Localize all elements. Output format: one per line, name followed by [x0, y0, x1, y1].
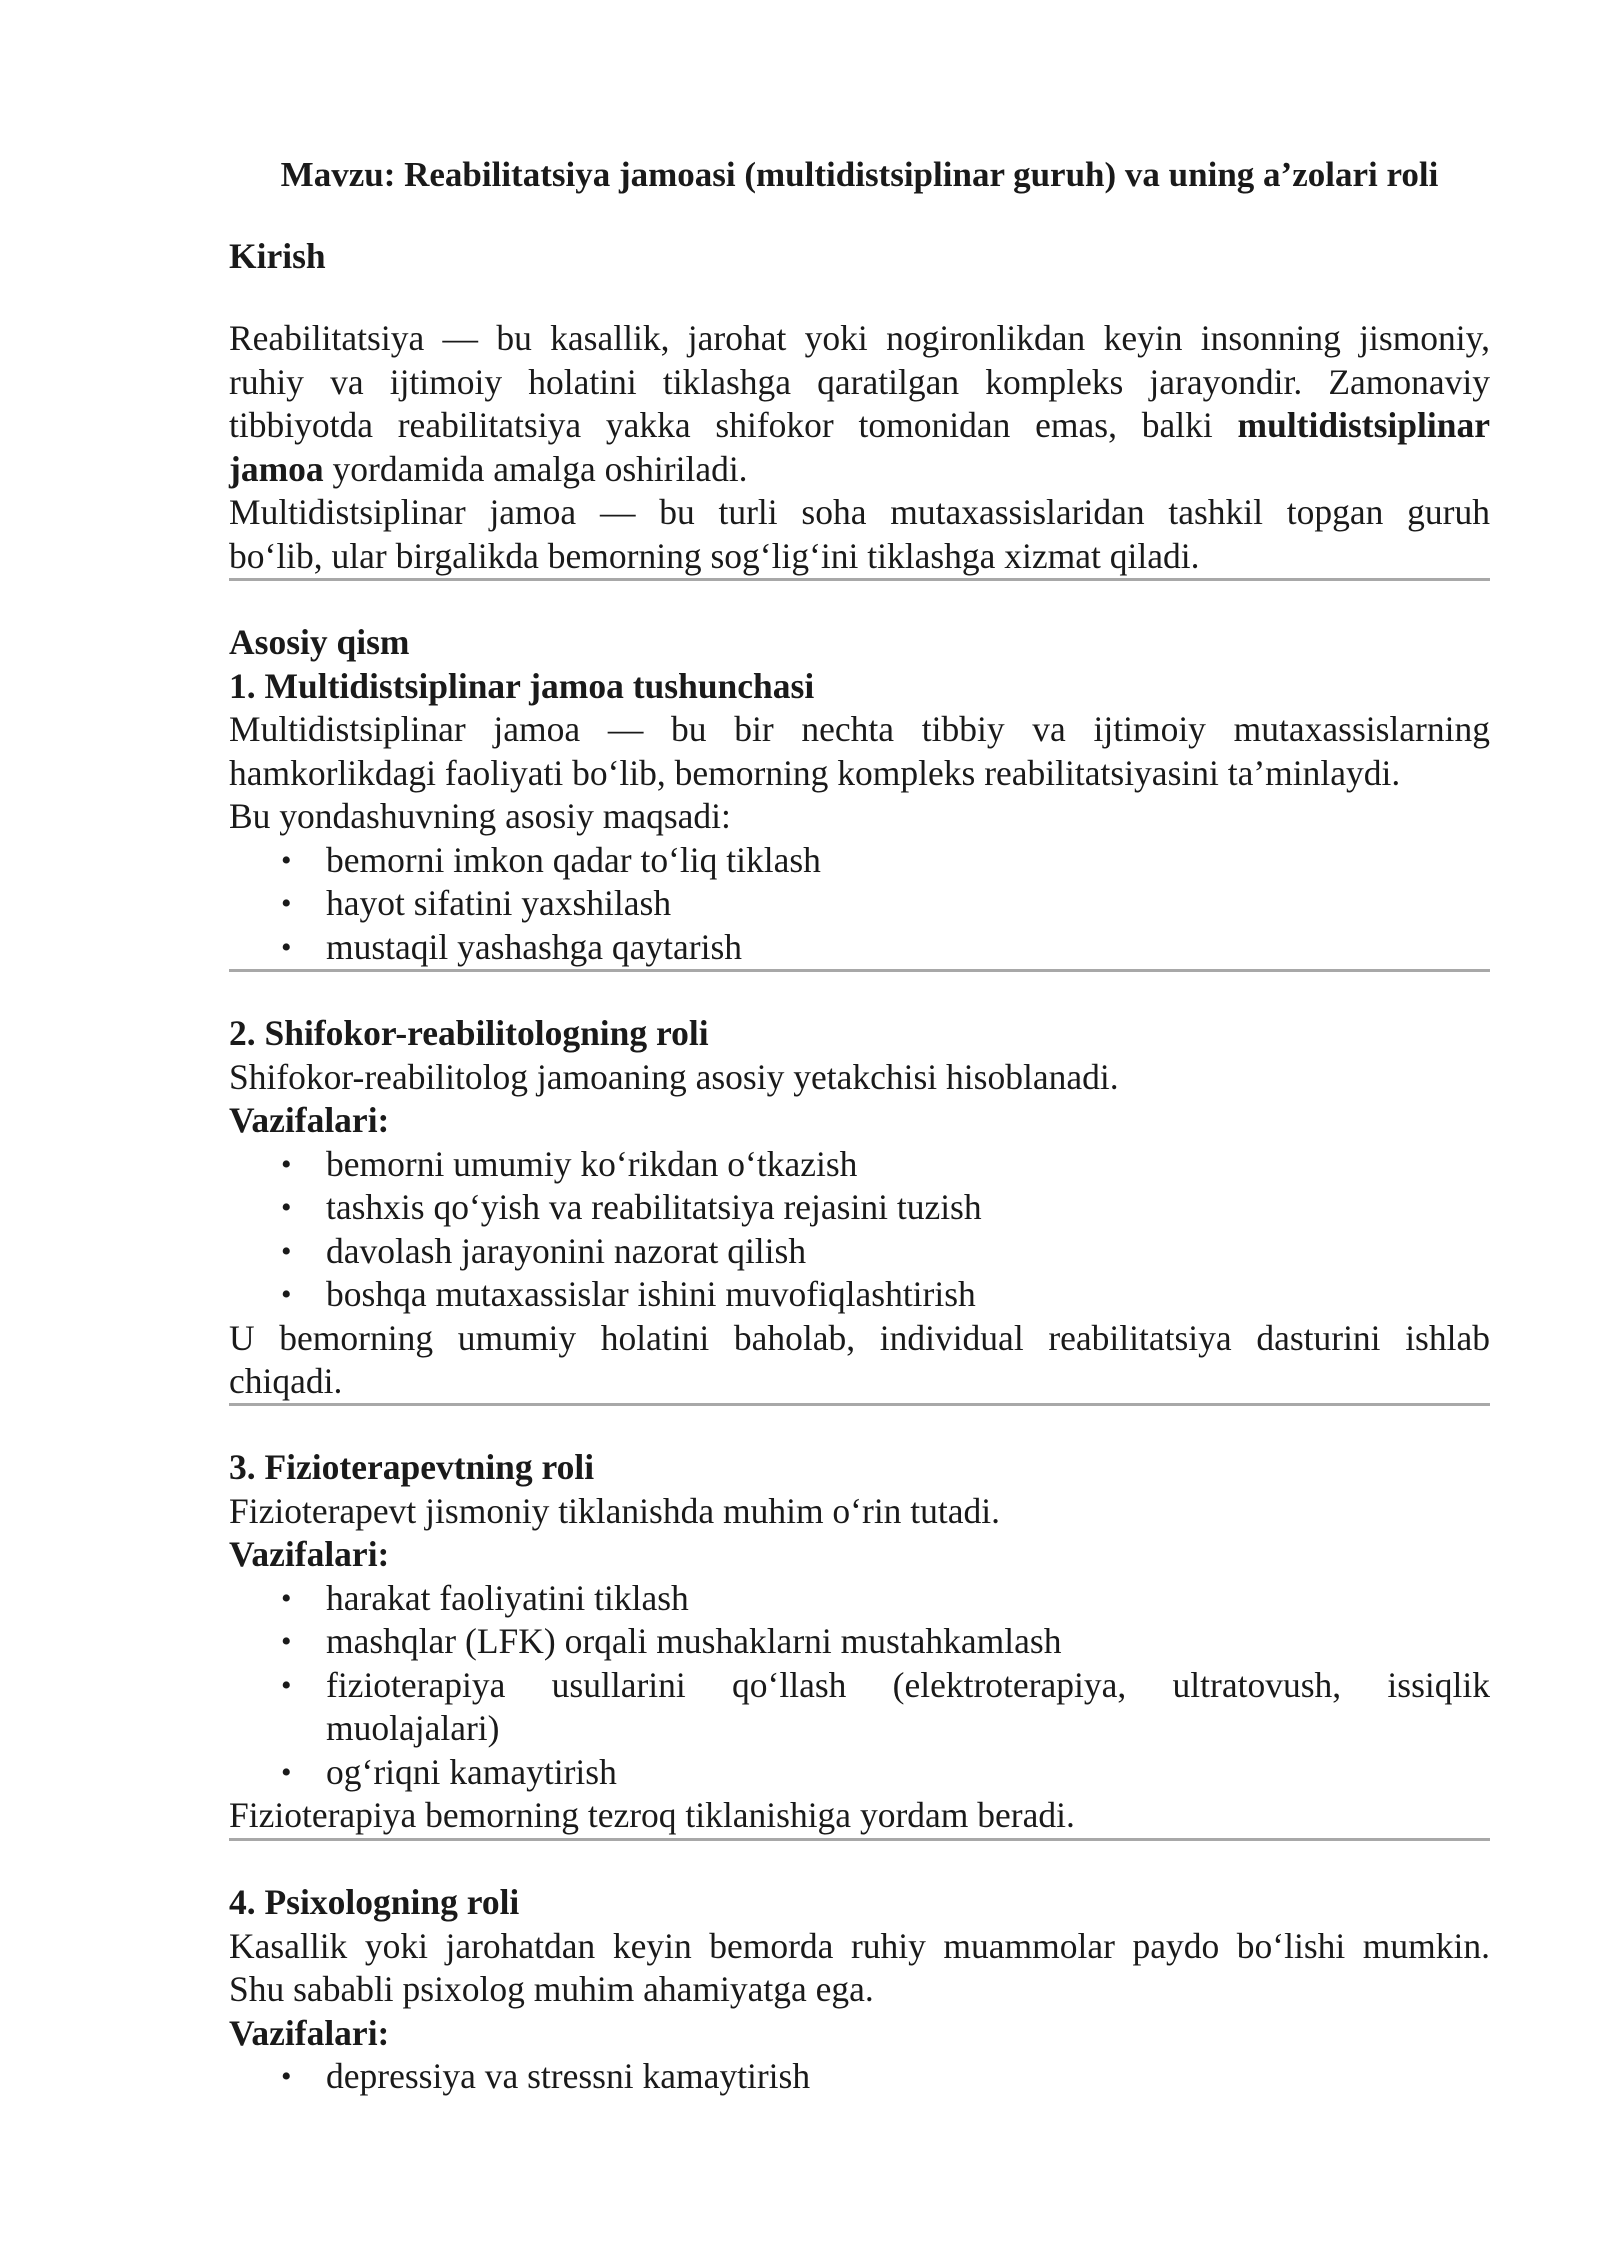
bullet-icon: •	[281, 1234, 292, 1268]
text-line: Fizioterapevt jismoniy tiklanishda muhim o‘rin tutadi.	[229, 1490, 1001, 1531]
section-divider	[229, 578, 1490, 581]
text-span: tibbiyotda reabilitatsiya yakka shifokor tomonidan emas, balki	[229, 405, 1213, 445]
bullet-icon: •	[281, 1625, 292, 1658]
list-item-text: bemorni umumiy ko‘rikdan o‘tkazish	[326, 1143, 858, 1184]
text-line: Shifokor-reabilitolog jamoaning asosiy yetakchisi hisoblanadi.	[229, 1056, 1119, 1097]
list-item-text: mashqlar (LFK) orqali mushaklarni mustahkamlash	[326, 1621, 1062, 1661]
list-item	[229, 1751, 1490, 1795]
text-line: Bu yondashuvning asosiy maqsadi:	[229, 796, 731, 836]
text-line: Fizioterapiya bemorning tezroq tiklanishiga yordam beradi.	[229, 1795, 1075, 1835]
text-line: Kasallik yoki jarohatdan keyin bemorda ruhiy muammolar paydo bo‘lishi mumkin.	[229, 1925, 1490, 1966]
heading-intro: Kirish	[229, 236, 326, 276]
list-item-text: hayot sifatini yaxshilash	[326, 883, 672, 923]
list-item-text: harakat faoliyatini tiklash	[326, 1577, 689, 1618]
document-title: Mavzu: Reabilitatsiya jamoasi (multidistsiplinar guruh) va uning a’zolari roli	[280, 155, 1439, 194]
list-item	[229, 1143, 1490, 1187]
intro-paragraph-2	[229, 491, 1490, 578]
list-item	[229, 2055, 1490, 2099]
section-1	[229, 621, 1490, 969]
bullet-icon: •	[281, 1581, 292, 1615]
text-line: Multidistsiplinar jamoa — bu turli soha mutaxassislaridan tashkil topgan guruh	[229, 492, 1490, 532]
tasks-label: Vazifalari:	[229, 2012, 390, 2053]
intro-paragraph-1	[229, 317, 1490, 491]
bullet-icon: •	[281, 1668, 292, 1702]
tasks-label: Vazifalari:	[229, 1100, 390, 1140]
text-line	[229, 404, 1490, 448]
text-line: hamkorlikdagi faoliyati bo‘lib, bemorning kompleks reabilitatsiyasini ta’minlaydi.	[229, 752, 1401, 793]
list-item	[229, 839, 1490, 883]
text-line: Reabilitatsiya — bu kasallik, jarohat yoki nogironlikdan keyin insonning jismoniy,	[229, 318, 1490, 358]
heading-section-3: 3. Fizioterapevtning roli	[229, 1447, 595, 1487]
list-item-text: depressiya va stressni kamaytirish	[326, 2056, 811, 2096]
bold-term: jamoa	[229, 448, 324, 489]
list-item	[229, 882, 1490, 926]
bullet-icon: •	[281, 1278, 292, 1311]
heading-section-2: 2. Shifokor-reabilitologning roli	[229, 1013, 709, 1053]
list-item	[229, 1664, 1490, 1751]
section-divider	[229, 1838, 1490, 1841]
list-item-text: fizioterapiya usullarini qo‘llash (elektroterapiya, ultratovush, issiqlik	[326, 1664, 1490, 1705]
list-item	[229, 1620, 1490, 1664]
section-4	[229, 1881, 1490, 2099]
bullet-icon: •	[281, 843, 292, 877]
bullet-list	[229, 839, 1490, 970]
list-item-text: boshqa mutaxassislar ishini muvofiqlashtirish	[326, 1274, 976, 1314]
section-divider	[229, 969, 1490, 972]
section-2	[229, 1012, 1490, 1404]
list-item	[229, 1186, 1490, 1230]
list-item-text: tashxis qo‘yish va reabilitatsiya rejasini tuzish	[326, 1187, 982, 1227]
text-line: U bemorning umumiy holatini baholab, individual reabilitatsiya dasturini ishlab	[229, 1317, 1490, 1358]
bullet-list	[229, 2055, 1490, 2099]
bullet-icon: •	[281, 887, 292, 920]
bullet-icon: •	[281, 1755, 292, 1789]
text-line: Multidistsiplinar jamoa — bu bir nechta tibbiy va ijtimoiy mutaxassislarning	[229, 709, 1490, 749]
list-item	[229, 1577, 1490, 1621]
bullet-icon: •	[281, 1147, 292, 1181]
text-line: Shu sababli psixolog muhim ahamiyatga ega.	[229, 1969, 874, 2009]
list-item-text: bemorni imkon qadar to‘liq tiklash	[326, 839, 821, 880]
text-span: yordamida amalga oshiriladi.	[323, 448, 748, 489]
text-line	[229, 448, 1490, 492]
list-item-text: davolash jarayonini nazorat qilish	[326, 1230, 807, 1271]
heading-section-4: 4. Psixologning roli	[229, 1882, 520, 1922]
text-line: ruhiy va ijtimoiy holatini tiklashga qaratilgan kompleks jarayondir. Zamonaviy	[229, 361, 1490, 402]
text-line: chiqadi.	[229, 1361, 343, 1401]
list-item-text: muolajalari)	[326, 1708, 500, 1748]
list-item-text: og‘riqni kamaytirish	[326, 1751, 617, 1792]
text-line: bo‘lib, ular birgalikda bemorning sog‘lig‘ini tiklashga xizmat qiladi.	[229, 535, 1200, 576]
list-item	[229, 926, 1490, 970]
bold-term: multidistsiplinar	[1237, 405, 1491, 445]
bullet-icon: •	[281, 1191, 292, 1224]
heading-main: Asosiy qism	[229, 622, 410, 662]
bullet-icon: •	[281, 930, 292, 964]
list-item	[229, 1273, 1490, 1317]
bullet-icon: •	[281, 2060, 292, 2093]
list-item-text: mustaqil yashashga qaytarish	[326, 926, 743, 967]
list-item	[229, 1230, 1490, 1274]
section-divider	[229, 1403, 1490, 1406]
section-3	[229, 1446, 1490, 1838]
bullet-list	[229, 1143, 1490, 1317]
heading-section-1: 1. Multidistsiplinar jamoa tushunchasi	[229, 665, 815, 706]
bullet-list	[229, 1577, 1490, 1795]
tasks-label: Vazifalari:	[229, 1534, 390, 1574]
